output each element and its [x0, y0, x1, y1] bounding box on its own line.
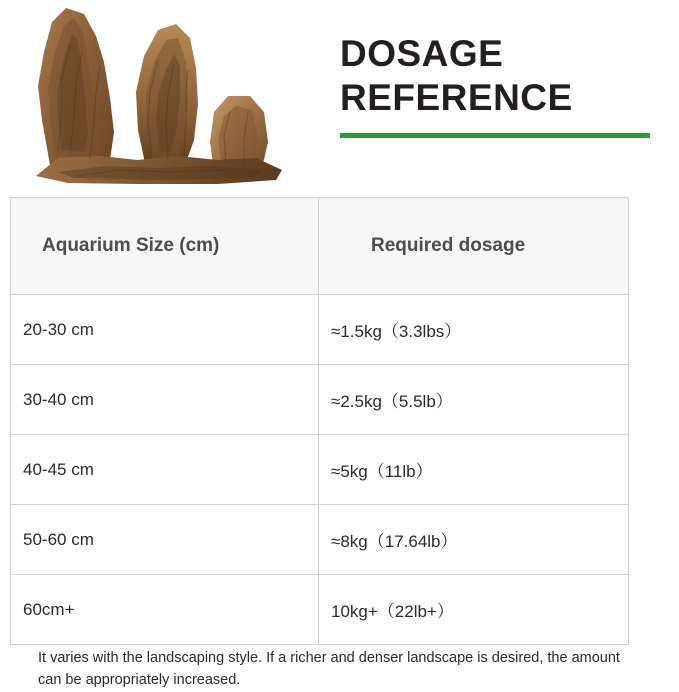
cell-aquarium-size: 20-30 cm	[11, 295, 319, 365]
cell-aquarium-size: 30-40 cm	[11, 365, 319, 435]
table-row	[11, 365, 629, 435]
table-row	[11, 435, 629, 505]
column-header-required-dosage: Required dosage	[319, 198, 629, 295]
dosage-table	[10, 197, 629, 645]
header	[0, 0, 679, 190]
cell-required-dosage: ≈5kg（11lb）	[319, 435, 629, 505]
cell-aquarium-size: 50-60 cm	[11, 505, 319, 575]
cell-required-dosage: ≈2.5kg（5.5lb）	[319, 365, 629, 435]
cell-required-dosage: ≈8kg（17.64lb）	[319, 505, 629, 575]
page-title-line-1: DOSAGE	[340, 33, 504, 74]
table-header-row	[11, 198, 629, 295]
cell-aquarium-size: 40-45 cm	[11, 435, 319, 505]
title-underline-rule	[340, 133, 650, 138]
page-title	[340, 32, 660, 138]
driftwood-rock-photo	[18, 0, 318, 185]
table-row	[11, 295, 629, 365]
footnote-text: It varies with the landscaping style. If a richer and denser landscape is desired, the amount can be appropriately increased.	[38, 650, 620, 688]
column-header-aquarium-size: Aquarium Size (cm)	[11, 198, 319, 295]
cell-required-dosage: 10kg+（22lb+）	[319, 575, 629, 645]
table-row	[11, 575, 629, 645]
page-title-line-2: REFERENCE	[340, 76, 573, 118]
cell-aquarium-size: 60cm+	[11, 575, 319, 645]
table-row	[11, 505, 629, 575]
dosage-table-container	[10, 197, 628, 645]
cell-required-dosage: ≈1.5kg（3.3lbs）	[319, 295, 629, 365]
